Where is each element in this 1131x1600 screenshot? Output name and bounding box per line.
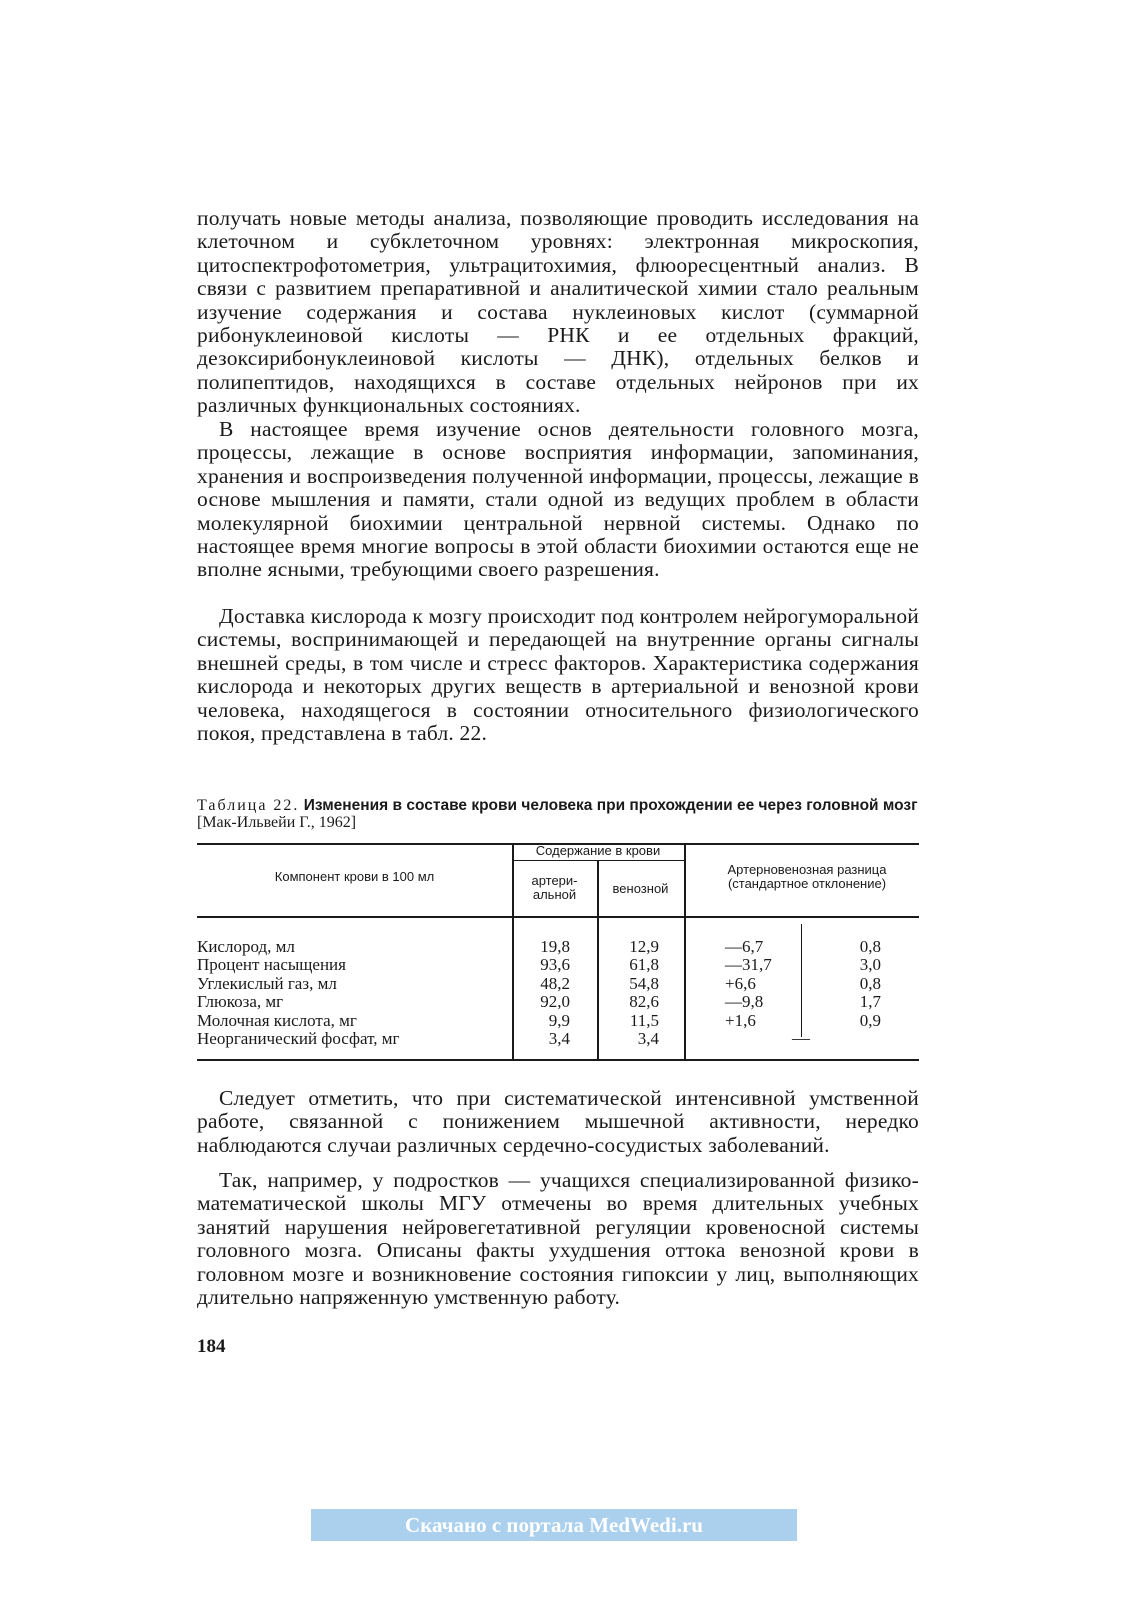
paragraph-3 <box>197 605 919 745</box>
table-caption-label: Таблица 22. <box>197 797 300 814</box>
header-content: Содержание в крови <box>535 843 661 858</box>
blood-composition-table <box>197 843 919 1090</box>
cell-difference: +1,6 <box>725 1010 756 1030</box>
empty-cell-mark: — <box>792 1028 810 1048</box>
table-header-rule <box>197 916 919 918</box>
cell-venous: 61,8 <box>629 955 659 975</box>
row-label: Неорганический фосфат, мг <box>197 1029 400 1048</box>
cell-arterial: 9,9 <box>548 1010 570 1030</box>
paragraph-4 <box>197 1087 919 1157</box>
paragraph-text: Так, например, у подростков — учащихся специализированной физико-математической школы МГУ отмечены во время длительных учебных занятий нарушения нейровегетативной регуляции кровеносной системы головного мозга. Описаны факты ухудшения оттока венозной крови в головном мозге и возникновение состояния гипоксии у лиц, выполняющих длительно напряженную умственную работу. <box>197 1168 919 1310</box>
paragraph-text: Следует отметить, что при систематической интенсивной умственной работе, связанной с понижением мышечной активности, нередко наблюдаются случаи различных сердечно-сосудистых заболеваний. <box>197 1086 919 1157</box>
paragraph-text: Доставка кислорода к мозгу происходит под контролем нейрогуморальной системы, воспринимающей и передающей на внутренние органы сигналы внешней среды, в том числе и стресс факторов. Характеристика содержания кислорода и некоторых других веществ в артериальной и венозной крови человека, находящегося в состоянии относительного физиологического покоя, представлена в табл. 22. <box>197 604 920 746</box>
table-column-rule <box>684 843 686 1059</box>
cell-difference: —31,7 <box>725 955 772 975</box>
row-label: Молочная кислота, мг <box>197 1010 357 1030</box>
table-caption <box>197 797 919 831</box>
cell-venous: 54,8 <box>629 973 659 993</box>
row-label: Процент насыщения <box>197 955 346 975</box>
table-bottom-rule <box>197 1059 919 1061</box>
table-caption-source: [Мак-Ильвейи Г., 1962] <box>197 814 357 831</box>
header-arterial: артери- альной <box>531 873 578 902</box>
table-caption-title: Изменения в составе крови человека при прохождении ее через головной мозг <box>303 797 918 814</box>
cell-arterial: 48,2 <box>540 973 570 993</box>
header-venous: венозной <box>612 881 669 896</box>
row-label: Кислород, мл <box>197 937 295 956</box>
cell-arterial: 19,8 <box>540 937 570 956</box>
cell-venous: 3,4 <box>637 1029 659 1048</box>
paragraph-text: получать новые методы анализа, позволяющие проводить исследования на клеточном и субклеточном уровнях: электронная микроскопия, цитоспектрофотометрия, ультрацитохимия, флюоресцентный анализ. В связи с развитием препаративной и аналитической химии стало реальным изучение содержания и состава нуклеиновых кислот (суммарной рибонуклеиновой кислоты — РНК и ее отдельных фракций, дезоксирибонуклеиновой кислоты — ДНК), отдельных белков и полипептидов, находящихся в составе отдельных нейронов при их различных функциональных состояниях. <box>197 206 919 418</box>
paragraph-text: В настоящее время изучение основ деятельности головного мозга, процессы, лежащие в основе восприятия информации, запоминания, хранения и воспроизведения полученной информации, процессы, лежащие в основе мышления и памяти, стали одной из ведущих проблем в области молекулярной биохимии центральной нервной системы. Однако по настоящее время многие вопросы в этой области биохимии остаются еще не вполне ясными, требующими своего разрешения. <box>197 417 919 582</box>
page-number: 184 <box>197 1336 226 1357</box>
cell-difference: —9,8 <box>725 992 764 1012</box>
cell-sd: 0,8 <box>859 973 881 993</box>
cell-difference: +6,6 <box>725 973 756 993</box>
cell-difference: —6,7 <box>725 937 764 956</box>
header-difference: Артерновенозная разница (стандартное отклонение) <box>727 862 887 891</box>
cell-venous: 11,5 <box>629 1010 659 1030</box>
cell-sd: 3,0 <box>859 955 881 975</box>
paragraph-1 <box>197 207 919 418</box>
download-banner[interactable]: Скачано с портала MedWedi.ru <box>311 1509 797 1541</box>
row-label: Глюкоза, мг <box>197 992 284 1012</box>
cell-venous: 12,9 <box>629 937 659 956</box>
cell-arterial: 92,0 <box>540 992 570 1012</box>
cell-arterial: 3,4 <box>548 1029 570 1048</box>
cell-sd: 0,9 <box>859 1010 881 1030</box>
cell-venous: 82,6 <box>629 992 659 1012</box>
cell-arterial: 93,6 <box>540 955 570 975</box>
header-component: Компонент крови в 100 мл <box>274 869 435 884</box>
paragraph-2 <box>197 418 919 582</box>
row-label: Углекислый газ, мл <box>197 973 337 993</box>
cell-sd: 1,7 <box>859 992 881 1012</box>
paragraph-5 <box>197 1169 919 1309</box>
cell-sd: 0,8 <box>859 937 881 956</box>
